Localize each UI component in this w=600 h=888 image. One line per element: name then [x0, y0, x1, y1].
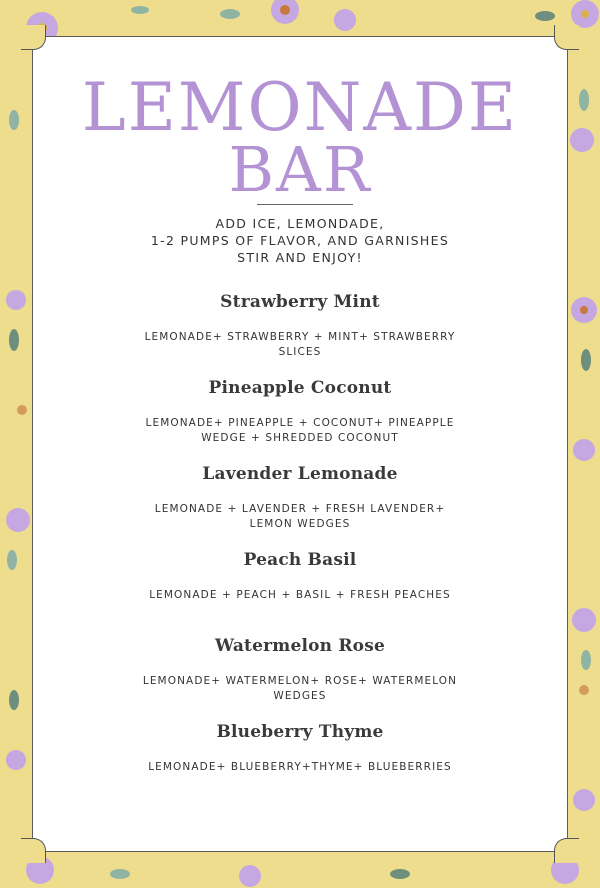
- title-line-1: LEMONADE: [81, 69, 519, 146]
- card-corner: [21, 838, 46, 863]
- flower-icon: [334, 9, 356, 31]
- leaf-icon: [390, 869, 410, 879]
- card-corner: [554, 25, 579, 50]
- menu-item-description: LEMONADE+ BLUEBERRY+THYME+ BLUEBERRIES: [148, 761, 452, 773]
- leaf-icon: [579, 89, 589, 111]
- menu-item: [33, 291, 567, 377]
- leaf-icon: [581, 650, 591, 670]
- leaf-icon: [131, 6, 149, 14]
- menu-list: [33, 291, 567, 807]
- menu-item-name: Watermelon Rose: [215, 636, 385, 656]
- instruction-line: ADD ICE, LEMONDADE,: [215, 216, 385, 231]
- flower-icon: [6, 750, 26, 770]
- leaf-icon: [110, 869, 130, 879]
- instructions: [33, 215, 567, 266]
- flower-icon: [239, 865, 261, 887]
- card-corner: [554, 838, 579, 863]
- menu-item: [33, 635, 567, 721]
- menu-item-name: Pineapple Coconut: [208, 378, 392, 398]
- menu-item-description: LEMONADE+ PINEAPPLE + COCONUT+ PINEAPPLE WEDGE + SHREDDED COCONUT: [145, 417, 455, 444]
- flower-icon: [570, 128, 594, 152]
- menu-card: [32, 36, 568, 852]
- leaf-icon: [535, 11, 555, 21]
- flower-icon: [580, 306, 588, 314]
- instruction-line: STIR AND ENJOY!: [237, 250, 363, 265]
- menu-item: [33, 463, 567, 549]
- flower-icon: [6, 290, 26, 310]
- instruction-line: 1-2 PUMPS OF FLAVOR, AND GARNISHES: [150, 233, 450, 248]
- leaf-icon: [9, 110, 19, 130]
- menu-item-description: LEMONADE + PEACH + BASIL + FRESH PEACHES: [149, 589, 451, 601]
- menu-item-description: LEMONADE + LAVENDER + FRESH LAVENDER+ LEMON WEDGES: [154, 503, 446, 530]
- leaf-icon: [581, 349, 591, 371]
- leaf-icon: [7, 550, 17, 570]
- flower-icon: [17, 405, 27, 415]
- title-line-2: BAR: [228, 133, 372, 206]
- menu-item: [33, 377, 567, 463]
- flower-icon: [6, 508, 30, 532]
- menu-item-name: Lavender Lemonade: [202, 464, 398, 484]
- leaf-icon: [9, 329, 19, 351]
- flower-icon: [573, 439, 595, 461]
- menu-item-name: Peach Basil: [243, 550, 357, 570]
- leaf-icon: [220, 9, 240, 19]
- menu-item-description: LEMONADE+ STRAWBERRY + MINT+ STRAWBERRY SLICES: [144, 331, 456, 358]
- menu-item-name: Blueberry Thyme: [216, 722, 384, 742]
- flower-icon: [572, 608, 596, 632]
- menu-item: [33, 549, 567, 635]
- leaf-icon: [9, 690, 19, 710]
- title-divider: [257, 204, 353, 205]
- menu-item: [33, 721, 567, 807]
- card-corner: [21, 25, 46, 50]
- menu-item-description: LEMONADE+ WATERMELON+ ROSE+ WATERMELON WEDGES: [142, 675, 458, 702]
- flower-icon: [573, 789, 595, 811]
- flower-icon: [571, 0, 599, 28]
- flower-icon: [579, 685, 589, 695]
- menu-item-name: Strawberry Mint: [220, 292, 380, 312]
- flower-icon: [271, 0, 299, 24]
